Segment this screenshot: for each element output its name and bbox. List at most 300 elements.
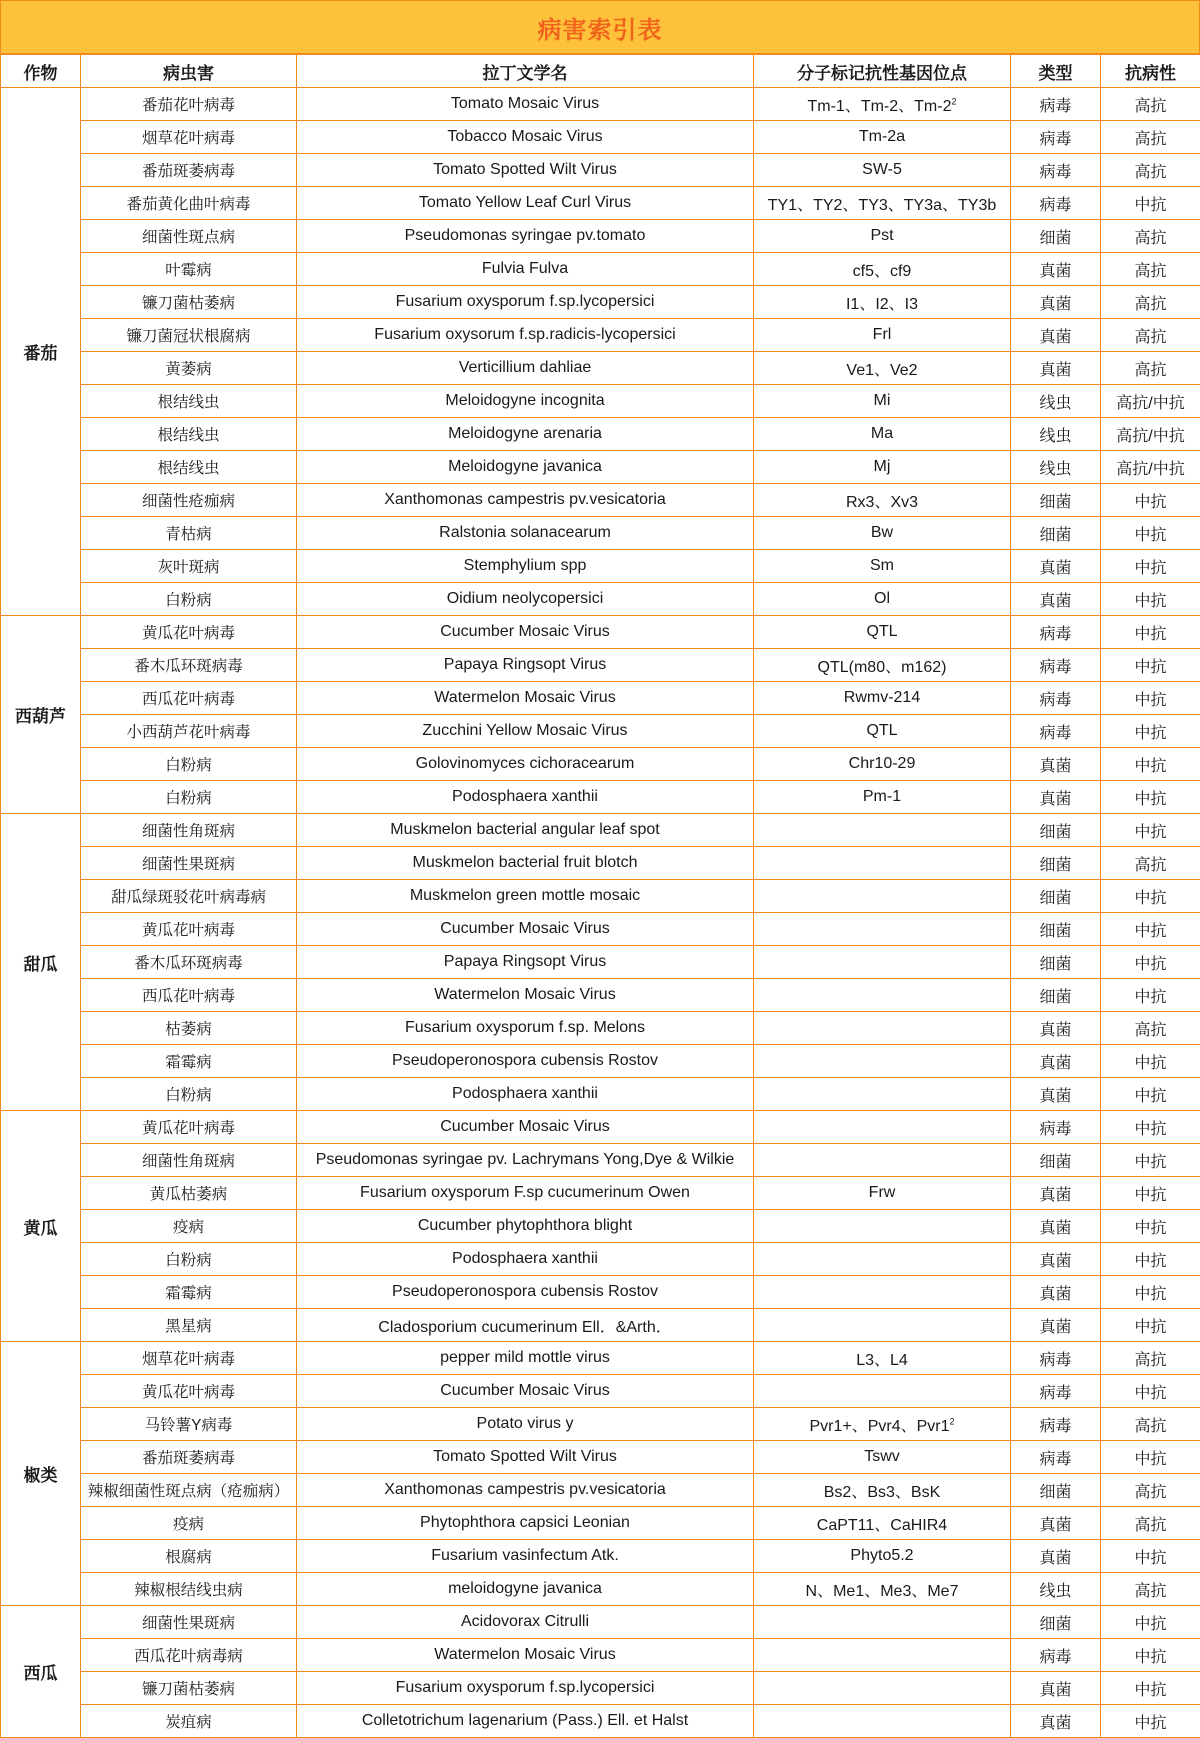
latin-name-cell: Tomato Spotted Wilt Virus — [297, 1441, 754, 1474]
latin-name-cell: Meloidogyne incognita — [297, 385, 754, 418]
pest-cell: 细菌性果斑病 — [81, 847, 297, 880]
pest-cell: 疫病 — [81, 1210, 297, 1243]
latin-name-cell: Zucchini Yellow Mosaic Virus — [297, 715, 754, 748]
resistance-cell: 中抗 — [1101, 781, 1200, 814]
type-cell: 病毒 — [1011, 1375, 1101, 1408]
table-header — [1, 55, 1200, 88]
type-cell: 真菌 — [1011, 1309, 1101, 1342]
table-row — [1, 847, 1200, 880]
table-row — [1, 286, 1200, 319]
marker-cell: QTL — [754, 616, 1011, 649]
marker-cell — [754, 1705, 1011, 1738]
resistance-cell: 中抗 — [1101, 946, 1200, 979]
marker-cell — [754, 1639, 1011, 1672]
table-row — [1, 1408, 1200, 1441]
type-cell: 病毒 — [1011, 121, 1101, 154]
resistance-cell: 中抗 — [1101, 1045, 1200, 1078]
latin-name-cell: Fusarium vasinfectum Atk. — [297, 1540, 754, 1573]
resistance-cell: 中抗 — [1101, 484, 1200, 517]
marker-cell: Bs2、Bs3、BsK — [754, 1474, 1011, 1507]
latin-name-cell: Watermelon Mosaic Virus — [297, 979, 754, 1012]
type-cell: 病毒 — [1011, 1342, 1101, 1375]
resistance-cell: 中抗 — [1101, 1243, 1200, 1276]
type-cell: 真菌 — [1011, 1045, 1101, 1078]
type-cell: 细菌 — [1011, 814, 1101, 847]
table-row — [1, 1474, 1200, 1507]
table-row — [1, 154, 1200, 187]
pest-cell: 烟草花叶病毒 — [81, 121, 297, 154]
marker-cell: Tm-2a — [754, 121, 1011, 154]
crop-cell: 西瓜 — [1, 1606, 81, 1738]
type-cell: 真菌 — [1011, 1540, 1101, 1573]
marker-cell: Pst — [754, 220, 1011, 253]
pest-cell: 辣椒根结线虫病 — [81, 1573, 297, 1606]
resistance-cell: 中抗 — [1101, 1210, 1200, 1243]
table-row — [1, 220, 1200, 253]
table-row — [1, 649, 1200, 682]
pest-cell: 镰刀菌枯萎病 — [81, 286, 297, 319]
latin-name-cell: Xanthomonas campestris pv.vesicatoria — [297, 1474, 754, 1507]
pest-cell: 细菌性疮痂病 — [81, 484, 297, 517]
pest-cell: 青枯病 — [81, 517, 297, 550]
resistance-cell: 中抗 — [1101, 913, 1200, 946]
resistance-cell: 中抗 — [1101, 1276, 1200, 1309]
type-cell: 细菌 — [1011, 1474, 1101, 1507]
type-cell: 病毒 — [1011, 715, 1101, 748]
type-cell: 真菌 — [1011, 352, 1101, 385]
resistance-cell: 高抗 — [1101, 1573, 1200, 1606]
table-row — [1, 616, 1200, 649]
marker-superscript: 2 — [951, 96, 956, 106]
type-cell: 真菌 — [1011, 1177, 1101, 1210]
resistance-cell: 高抗 — [1101, 1507, 1200, 1540]
resistance-cell: 高抗 — [1101, 1012, 1200, 1045]
type-cell: 真菌 — [1011, 781, 1101, 814]
pest-cell: 霜霉病 — [81, 1276, 297, 1309]
type-cell: 病毒 — [1011, 1441, 1101, 1474]
type-cell: 真菌 — [1011, 1705, 1101, 1738]
pest-cell: 白粉病 — [81, 1243, 297, 1276]
resistance-cell: 中抗 — [1101, 1639, 1200, 1672]
resistance-cell: 中抗 — [1101, 1606, 1200, 1639]
pest-cell: 西瓜花叶病毒 — [81, 682, 297, 715]
resistance-cell: 中抗 — [1101, 1144, 1200, 1177]
latin-name-cell: Muskmelon green mottle mosaic — [297, 880, 754, 913]
table-row — [1, 1375, 1200, 1408]
pest-cell: 白粉病 — [81, 1078, 297, 1111]
pest-cell: 甜瓜绿斑驳花叶病毒病 — [81, 880, 297, 913]
marker-cell: Sm — [754, 550, 1011, 583]
latin-name-cell: Meloidogyne arenaria — [297, 418, 754, 451]
pest-cell: 细菌性果斑病 — [81, 1606, 297, 1639]
resistance-cell: 中抗 — [1101, 616, 1200, 649]
latin-name-cell: Cucumber phytophthora blight — [297, 1210, 754, 1243]
marker-cell — [754, 1375, 1011, 1408]
table-row — [1, 715, 1200, 748]
table-row — [1, 1309, 1200, 1342]
pest-cell: 黄瓜花叶病毒 — [81, 616, 297, 649]
crop-cell: 椒类 — [1, 1342, 81, 1606]
type-cell: 细菌 — [1011, 517, 1101, 550]
marker-cell: Phyto5.2 — [754, 1540, 1011, 1573]
pest-cell: 马铃薯Y病毒 — [81, 1408, 297, 1441]
latin-name-cell: Podosphaera xanthii — [297, 1243, 754, 1276]
latin-name-cell: Cucumber Mosaic Virus — [297, 1375, 754, 1408]
type-cell: 细菌 — [1011, 220, 1101, 253]
pest-cell: 番茄黄化曲叶病毒 — [81, 187, 297, 220]
type-cell: 病毒 — [1011, 154, 1101, 187]
resistance-cell: 中抗 — [1101, 1441, 1200, 1474]
table-row — [1, 1144, 1200, 1177]
resistance-cell: 中抗 — [1101, 814, 1200, 847]
pest-cell: 番茄斑萎病毒 — [81, 154, 297, 187]
col-header-latin: 拉丁文学名 — [297, 55, 754, 88]
pest-cell: 黑星病 — [81, 1309, 297, 1342]
marker-superscript: 2 — [950, 1416, 955, 1426]
table-row — [1, 187, 1200, 220]
resistance-cell: 高抗/中抗 — [1101, 385, 1200, 418]
marker-cell — [754, 1012, 1011, 1045]
resistance-cell: 中抗 — [1101, 583, 1200, 616]
type-cell: 真菌 — [1011, 1243, 1101, 1276]
pest-cell: 根腐病 — [81, 1540, 297, 1573]
table-row — [1, 1507, 1200, 1540]
marker-cell: Rx3、Xv3 — [754, 484, 1011, 517]
resistance-cell: 高抗 — [1101, 352, 1200, 385]
resistance-cell: 中抗 — [1101, 550, 1200, 583]
pest-cell: 根结线虫 — [81, 451, 297, 484]
pest-cell: 根结线虫 — [81, 385, 297, 418]
table-row — [1, 913, 1200, 946]
marker-text: Tm-1、Tm-2、Tm-2 — [807, 98, 951, 115]
resistance-cell: 中抗 — [1101, 1078, 1200, 1111]
resistance-cell: 高抗 — [1101, 1474, 1200, 1507]
marker-cell — [754, 1078, 1011, 1111]
crop-cell: 甜瓜 — [1, 814, 81, 1111]
type-cell: 细菌 — [1011, 1144, 1101, 1177]
type-cell: 细菌 — [1011, 1606, 1101, 1639]
resistance-cell: 中抗 — [1101, 682, 1200, 715]
pest-cell: 黄萎病 — [81, 352, 297, 385]
latin-name-cell: Potato virus y — [297, 1408, 754, 1441]
table-row — [1, 814, 1200, 847]
marker-cell: I1、I2、I3 — [754, 286, 1011, 319]
table-row — [1, 1111, 1200, 1144]
type-cell: 细菌 — [1011, 979, 1101, 1012]
marker-cell — [754, 88, 1011, 121]
type-cell: 病毒 — [1011, 616, 1101, 649]
type-cell: 真菌 — [1011, 583, 1101, 616]
latin-name-cell: Meloidogyne javanica — [297, 451, 754, 484]
marker-cell — [754, 1144, 1011, 1177]
latin-name-cell: Acidovorax Citrulli — [297, 1606, 754, 1639]
marker-cell — [754, 1210, 1011, 1243]
latin-name-cell: Fusarium oxysporum f.sp.lycopersici — [297, 286, 754, 319]
table-row — [1, 1210, 1200, 1243]
resistance-cell: 高抗 — [1101, 220, 1200, 253]
pest-cell: 小西葫芦花叶病毒 — [81, 715, 297, 748]
resistance-cell: 高抗 — [1101, 286, 1200, 319]
marker-cell — [754, 1276, 1011, 1309]
table-row — [1, 748, 1200, 781]
crop-cell: 黄瓜 — [1, 1111, 81, 1342]
marker-cell: Tswv — [754, 1441, 1011, 1474]
table-row — [1, 781, 1200, 814]
marker-cell — [754, 946, 1011, 979]
table-row — [1, 352, 1200, 385]
marker-cell: Ol — [754, 583, 1011, 616]
latin-name-cell: Cladosporium cucumerinum Ell．&Arth． — [297, 1309, 754, 1342]
marker-cell: Mj — [754, 451, 1011, 484]
resistance-cell: 高抗 — [1101, 253, 1200, 286]
type-cell: 线虫 — [1011, 418, 1101, 451]
table-row — [1, 1441, 1200, 1474]
type-cell: 真菌 — [1011, 286, 1101, 319]
table-row — [1, 121, 1200, 154]
pest-cell: 细菌性斑点病 — [81, 220, 297, 253]
table-row — [1, 880, 1200, 913]
pest-cell: 细菌性角斑病 — [81, 1144, 297, 1177]
resistance-cell: 中抗 — [1101, 649, 1200, 682]
pest-cell: 细菌性角斑病 — [81, 814, 297, 847]
pest-cell: 番木瓜环斑病毒 — [81, 946, 297, 979]
latin-name-cell: Pseudoperonospora cubensis Rostov — [297, 1276, 754, 1309]
table-row — [1, 1177, 1200, 1210]
pest-cell: 叶霉病 — [81, 253, 297, 286]
resistance-cell: 中抗 — [1101, 979, 1200, 1012]
type-cell: 真菌 — [1011, 1210, 1101, 1243]
pest-cell: 白粉病 — [81, 748, 297, 781]
pest-cell: 番木瓜环斑病毒 — [81, 649, 297, 682]
latin-name-cell: Fusarium oxysporum f.sp. Melons — [297, 1012, 754, 1045]
marker-cell: Frl — [754, 319, 1011, 352]
pest-cell: 辣椒细菌性斑点病（疮痂病） — [81, 1474, 297, 1507]
table-row — [1, 583, 1200, 616]
resistance-cell: 中抗 — [1101, 1375, 1200, 1408]
type-cell: 细菌 — [1011, 913, 1101, 946]
table-row — [1, 1606, 1200, 1639]
table-row — [1, 1540, 1200, 1573]
table-row — [1, 1276, 1200, 1309]
marker-cell — [754, 814, 1011, 847]
resistance-cell: 高抗 — [1101, 847, 1200, 880]
resistance-cell: 中抗 — [1101, 1177, 1200, 1210]
resistance-cell: 中抗 — [1101, 1111, 1200, 1144]
latin-name-cell: Golovinomyces cichoracearum — [297, 748, 754, 781]
table-row — [1, 682, 1200, 715]
type-cell: 病毒 — [1011, 1408, 1101, 1441]
marker-cell — [754, 880, 1011, 913]
marker-cell — [754, 1111, 1011, 1144]
marker-cell: TY1、TY2、TY3、TY3a、TY3b — [754, 187, 1011, 220]
resistance-cell: 中抗 — [1101, 517, 1200, 550]
marker-cell: Mi — [754, 385, 1011, 418]
latin-name-cell: Fusarium oxysorum f.sp.radicis-lycopersici — [297, 319, 754, 352]
latin-name-cell: Watermelon Mosaic Virus — [297, 682, 754, 715]
latin-name-cell: Pseudoperonospora cubensis Rostov — [297, 1045, 754, 1078]
type-cell: 细菌 — [1011, 946, 1101, 979]
resistance-cell: 中抗 — [1101, 748, 1200, 781]
pest-cell: 烟草花叶病毒 — [81, 1342, 297, 1375]
resistance-cell: 高抗/中抗 — [1101, 451, 1200, 484]
latin-name-cell: Tomato Yellow Leaf Curl Virus — [297, 187, 754, 220]
resistance-cell: 高抗 — [1101, 88, 1200, 121]
table-row — [1, 253, 1200, 286]
latin-name-cell: Tomato Spotted Wilt Virus — [297, 154, 754, 187]
resistance-cell: 高抗 — [1101, 121, 1200, 154]
latin-name-cell: Cucumber Mosaic Virus — [297, 616, 754, 649]
latin-name-cell: Pseudomonas syringae pv.tomato — [297, 220, 754, 253]
marker-cell: cf5、cf9 — [754, 253, 1011, 286]
latin-name-cell: Muskmelon bacterial fruit blotch — [297, 847, 754, 880]
marker-cell: Rwmv-214 — [754, 682, 1011, 715]
resistance-cell: 中抗 — [1101, 715, 1200, 748]
marker-cell: Bw — [754, 517, 1011, 550]
latin-name-cell: Ralstonia solanacearum — [297, 517, 754, 550]
marker-cell: QTL(m80、m162) — [754, 649, 1011, 682]
latin-name-cell: Tomato Mosaic Virus — [297, 88, 754, 121]
marker-cell: L3、L4 — [754, 1342, 1011, 1375]
resistance-cell: 中抗 — [1101, 1540, 1200, 1573]
pest-cell: 西瓜花叶病毒病 — [81, 1639, 297, 1672]
resistance-cell: 高抗 — [1101, 1408, 1200, 1441]
type-cell: 病毒 — [1011, 88, 1101, 121]
pest-cell: 镰刀菌枯萎病 — [81, 1672, 297, 1705]
pest-cell: 枯萎病 — [81, 1012, 297, 1045]
table-row — [1, 1012, 1200, 1045]
type-cell: 病毒 — [1011, 1111, 1101, 1144]
table-body — [1, 88, 1200, 1738]
type-cell: 真菌 — [1011, 1507, 1101, 1540]
type-cell: 线虫 — [1011, 1573, 1101, 1606]
resistance-cell: 中抗 — [1101, 1672, 1200, 1705]
pest-cell: 番茄花叶病毒 — [81, 88, 297, 121]
table-row — [1, 484, 1200, 517]
latin-name-cell: Podosphaera xanthii — [297, 781, 754, 814]
title-bar — [0, 0, 1200, 54]
pest-cell: 根结线虫 — [81, 418, 297, 451]
pest-cell: 白粉病 — [81, 781, 297, 814]
disease-index-table — [0, 54, 1200, 1738]
latin-name-cell: Xanthomonas campestris pv.vesicatoria — [297, 484, 754, 517]
resistance-cell: 中抗 — [1101, 1705, 1200, 1738]
type-cell: 真菌 — [1011, 1012, 1101, 1045]
pest-cell: 白粉病 — [81, 583, 297, 616]
latin-name-cell: Podosphaera xanthii — [297, 1078, 754, 1111]
latin-name-cell: Watermelon Mosaic Virus — [297, 1639, 754, 1672]
header-row — [1, 55, 1200, 88]
table-row — [1, 451, 1200, 484]
pest-cell: 黄瓜花叶病毒 — [81, 1111, 297, 1144]
col-header-crop: 作物 — [1, 55, 81, 88]
type-cell: 真菌 — [1011, 253, 1101, 286]
latin-name-cell: Oidium neolycopersici — [297, 583, 754, 616]
pest-cell: 炭疽病 — [81, 1705, 297, 1738]
type-cell: 病毒 — [1011, 187, 1101, 220]
table-row — [1, 1078, 1200, 1111]
marker-cell — [754, 1606, 1011, 1639]
type-cell: 真菌 — [1011, 1276, 1101, 1309]
resistance-cell: 中抗 — [1101, 880, 1200, 913]
crop-cell: 西葫芦 — [1, 616, 81, 814]
table-row — [1, 1705, 1200, 1738]
table-row — [1, 1045, 1200, 1078]
marker-cell — [754, 1243, 1011, 1276]
latin-name-cell: Colletotrichum lagenarium (Pass.) Ell. et Halst — [297, 1705, 754, 1738]
pest-cell: 镰刀菌冠状根腐病 — [81, 319, 297, 352]
pest-cell: 番茄斑萎病毒 — [81, 1441, 297, 1474]
pest-cell: 黄瓜花叶病毒 — [81, 913, 297, 946]
type-cell: 真菌 — [1011, 319, 1101, 352]
pest-cell: 霜霉病 — [81, 1045, 297, 1078]
type-cell: 线虫 — [1011, 451, 1101, 484]
type-cell: 真菌 — [1011, 1672, 1101, 1705]
type-cell: 病毒 — [1011, 649, 1101, 682]
marker-cell: Chr10-29 — [754, 748, 1011, 781]
latin-name-cell: Stemphylium spp — [297, 550, 754, 583]
table-row — [1, 88, 1200, 121]
latin-name-cell: Papaya Ringsopt Virus — [297, 649, 754, 682]
table-row — [1, 1672, 1200, 1705]
marker-cell: N、Me1、Me3、Me7 — [754, 1573, 1011, 1606]
table-row — [1, 517, 1200, 550]
latin-name-cell: Cucumber Mosaic Virus — [297, 913, 754, 946]
marker-cell — [754, 979, 1011, 1012]
type-cell: 病毒 — [1011, 1639, 1101, 1672]
latin-name-cell: Muskmelon bacterial angular leaf spot — [297, 814, 754, 847]
col-header-resistance: 抗病性 — [1101, 55, 1200, 88]
marker-cell — [754, 1045, 1011, 1078]
marker-cell: Frw — [754, 1177, 1011, 1210]
table-row — [1, 979, 1200, 1012]
latin-name-cell: Papaya Ringsopt Virus — [297, 946, 754, 979]
crop-cell: 番茄 — [1, 88, 81, 616]
type-cell: 细菌 — [1011, 847, 1101, 880]
marker-cell — [754, 847, 1011, 880]
latin-name-cell: Fusarium oxysporum f.sp.lycopersici — [297, 1672, 754, 1705]
marker-cell — [754, 913, 1011, 946]
marker-cell: QTL — [754, 715, 1011, 748]
marker-cell — [754, 1672, 1011, 1705]
type-cell: 病毒 — [1011, 682, 1101, 715]
marker-cell — [754, 1309, 1011, 1342]
pest-cell: 黄瓜花叶病毒 — [81, 1375, 297, 1408]
resistance-cell: 高抗/中抗 — [1101, 418, 1200, 451]
marker-cell: Ma — [754, 418, 1011, 451]
type-cell: 真菌 — [1011, 1078, 1101, 1111]
pest-cell: 黄瓜枯萎病 — [81, 1177, 297, 1210]
marker-text: Pvr1+、Pvr4、Pvr1 — [809, 1418, 949, 1435]
type-cell: 细菌 — [1011, 484, 1101, 517]
table-row — [1, 418, 1200, 451]
latin-name-cell: Tobacco Mosaic Virus — [297, 121, 754, 154]
latin-name-cell: Pseudomonas syringae pv. Lachrymans Yong,Dye & Wilkie — [297, 1144, 754, 1177]
latin-name-cell: Cucumber Mosaic Virus — [297, 1111, 754, 1144]
type-cell: 线虫 — [1011, 385, 1101, 418]
pest-cell: 西瓜花叶病毒 — [81, 979, 297, 1012]
table-row — [1, 1639, 1200, 1672]
table-row — [1, 1342, 1200, 1375]
latin-name-cell: Verticillium dahliae — [297, 352, 754, 385]
marker-cell: Pm-1 — [754, 781, 1011, 814]
marker-cell — [754, 1408, 1011, 1441]
resistance-cell: 高抗 — [1101, 319, 1200, 352]
type-cell: 真菌 — [1011, 748, 1101, 781]
resistance-cell: 高抗 — [1101, 1342, 1200, 1375]
col-header-pest: 病虫害 — [81, 55, 297, 88]
latin-name-cell: Fusarium oxysporum F.sp cucumerinum Owen — [297, 1177, 754, 1210]
latin-name-cell: Fulvia Fulva — [297, 253, 754, 286]
